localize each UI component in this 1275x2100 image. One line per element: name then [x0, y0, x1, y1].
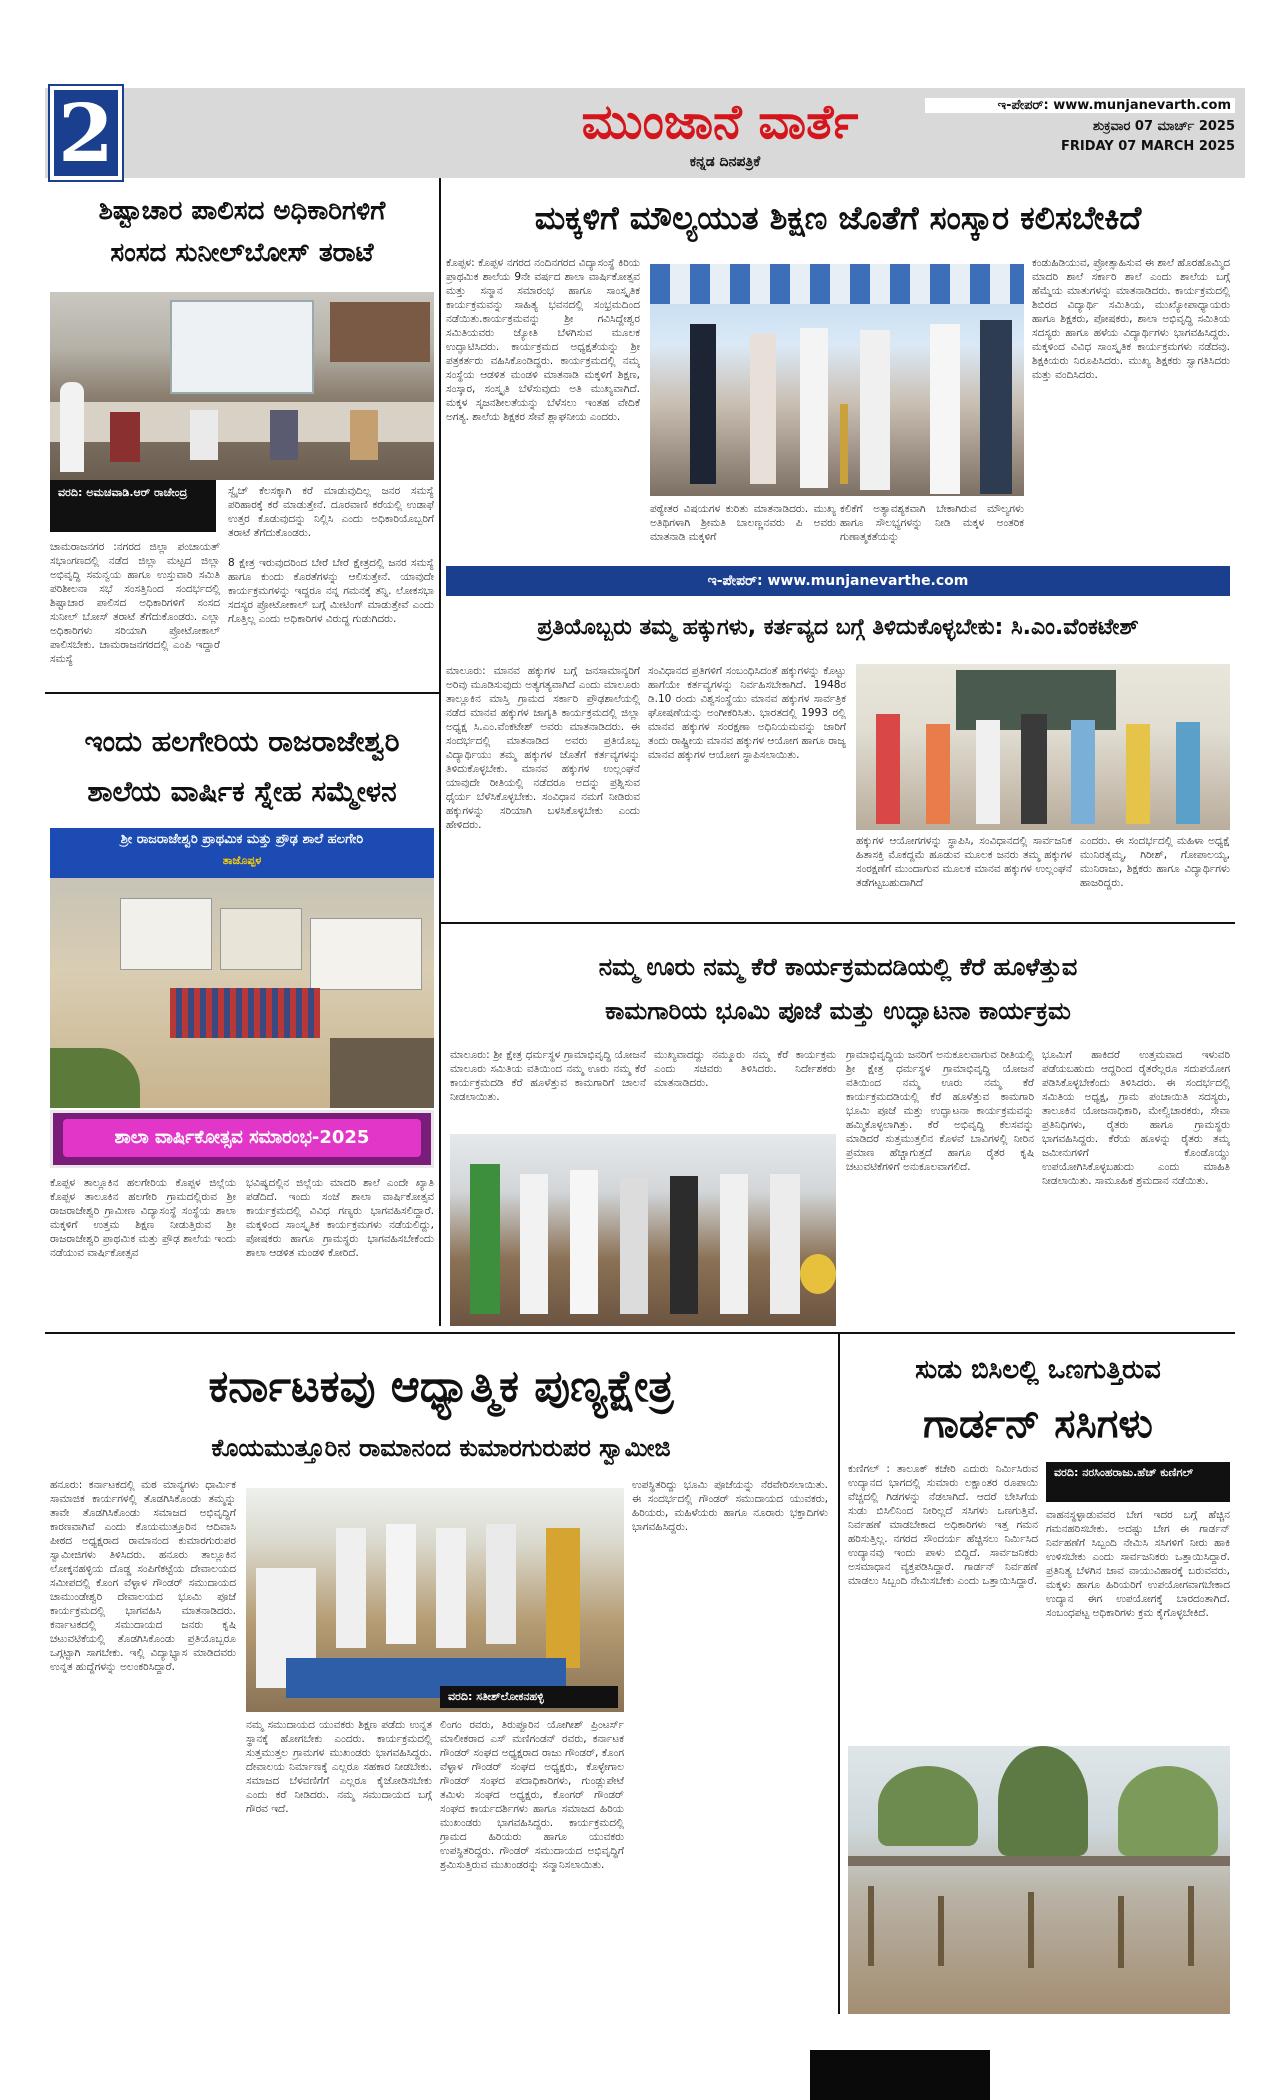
sunil-col-left: ಚಾಮರಾಜನಗರ :ನಗರದ ಜಿಲ್ಲಾ ಪಂಚಾಯತ್ ಸಭಾಂಗಣದಲ್ಲಿ ನಡೆದ ಜಿಲ್ಲಾ ಮಟ್ಟದ ಜಿಲ್ಲಾ ಅಭಿವೃದ್ಧಿ ಸಮನ್ವಯ ಹಾಗೂ ಉಸ್ತುವಾರಿ ಸಮಿತಿ ಪರಿಶೀಲನಾ ಸಭೆ ಸಂಸತ್ತಿನಿಂದ ಸಂದರ್ಭದಲ್ಲಿ ಶಿಷ್ಟಾಚಾರ ಪಾಲಿಸದ ಅಧಿಕಾರಿಗಳಿಗೆ ಸಂಸದ ಸುನೀಲ್ ಬೋಸ್ ತರಾಟೆ ತೆಗೆದುಕೊಂಡರು. ಎಲ್ಲಾ ಅಧಿಕಾರಿಗಳು ಸರಿಯಾಗಿ ಪ್ರೋಟೋಕಾಲ್ ಪಾಲಿಸಬೇಕು. ಚಾಮರಾಜನಗರದಲ್ಲಿ ಎಂಪಿ ಇದ್ದಾರೆ ಸಮಸ್ಯೆ [50, 541, 220, 665]
lake-col4: ಭೂಮಿಗೆ ಹಾಕಿದರೆ ಉತ್ತಮವಾದ ಇಳುವರಿ ಪಡೆಯಬಹುದು ಆದ್ದರಿಂದ ರೈತರೆಲ್ಲರೂ ಸದುಪಯೋಗ ಪಡಿಸಿಕೊಳ್ಳಬೇಕೆಂದು ತಿಳಿಸಿದರು. ಈ ಸಂದರ್ಭದಲ್ಲಿ ಸಮಿತಿಯ ಅಧ್ಯಕ್ಷ, ಗ್ರಾಮ ಪಂಚಾಯಿತಿ ಸದಸ್ಯರು, ತಾಲೂಕಿನ ಯೋಜನಾಧಿಕಾರಿ, ಮೇಲ್ವಿಚಾರಕರು, ಸೇವಾ ಪ್ರತಿನಿಧಿಗಳು, ರೈತರು ಹಾಗೂ ಗ್ರಾಮಸ್ಥರು ಭಾಗವಹಿಸಿದ್ದರು. ಕೆರೆಯ ಹೂಳನ್ನು ರೈತರು ತಮ್ಮ ಜಮೀನುಗಳಿಗೆ ಕೊಂಡೊಯ್ದು ಉಪಯೋಗಿಸಿಕೊಳ್ಳಬಹುದು ಎಂದು ಮಾಹಿತಿ ನೀಡಲಾಯಿತು. ಸಾಮೂಹಿಕ ಶ್ರಮದಾನ ನಡೆಯಿತು. [1042, 1049, 1230, 1187]
spiritual-headline: ಕರ್ನಾಟಕವು ಆಧ್ಯಾತ್ಮಿಕ ಪುಣ್ಯಕ್ಷೇತ್ರ [208, 1361, 674, 1412]
garden-col1: ಕುಣಿಗಲ್ : ತಾಲೂಕ್ ಕಚೇರಿ ಎದುರು ನಿರ್ಮಿಸಿರುವ ಉದ್ಯಾನದ ಭಾಗದಲ್ಲಿ ಸುಮಾರು ಲಕ್ಷಾಂತರ ರೂಪಾಯಿ ವೆಚ್ಚದಲ್ಲಿ ಗಿಡಗಳನ್ನು ನೆಡಲಾಗಿದೆ. ಆದರೆ ಬೇಸಿಗೆಯ ಸುಡು ಬಿಸಿಲಿನಿಂದ ನೀರಿಲ್ಲದೆ ಸಸಿಗಳು ಒಣಗುತ್ತಿವೆ. ನಿರ್ವಹಣೆ ಮಾಡಬೇಕಾದ ಅಧಿಕಾರಿಗಳು ಇತ್ತ ಗಮನ ಹರಿಸುತ್ತಿಲ್ಲ. ನಗರದ ಸೌಂದರ್ಯ ಹೆಚ್ಚಿಸಲು ನಿರ್ಮಿಸಿದ ಉದ್ಯಾನವು ಇಂದು ಪಾಳು ಬಿದ್ದಿದೆ. ಸಾರ್ವಜನಿಕರು ಅಸಮಾಧಾನ ವ್ಯಕ್ತಪಡಿಸಿದ್ದಾರೆ. ಗಾರ್ಡನ್ ನಿರ್ವಹಣೆ ಮಾಡಲು ಸಿಬ್ಬಂದಿ ನೇಮಿಸಬೇಕು ಎಂದು ಒತ್ತಾಯಿಸಿದ್ದಾರೆ. [848, 1463, 1038, 1587]
sunil-col-right: 8 ಕ್ಷೇತ್ರ ಇರುವುದರಿಂದ ಬೇರೆ ಬೇರೆ ಕ್ಷೇತ್ರದಲ್ಲಿ ಜನರ ಸಮಸ್ಯೆ ಹಾಗೂ ಕುಂದು ಕೊರತೆಗಳನ್ನು ಆಲಿಸುತ್ತೇನೆ. ಯಾವುದೇ ಕಾರ್ಯಕ್ರಮಗಳನ್ನು ಇದ್ದರೂ ನನ್ನ ಗಮನಕ್ಕೆ ತನ್ನಿ. ಲೋಕಸಭಾ ಸದಸ್ಯರ ಪ್ರೋಟೋಕಾಲ್ ಬಗ್ಗೆ ಮೀಟಿಂಗ್ ಮಾಡುತ್ತೇವೆ ಎಂದು ಗೊತ್ತಿಲ್ಲ ಎಂದು ಅಧಿಕಾರಿಗಳ ವಿರುದ್ಧ ಗುಡುಗಿದರು. [228, 557, 434, 625]
sunil-headline-2: ಸಂಸದ ಸುನೀಲ್‌ಬೋಸ್ ತರಾಟೆ [110, 238, 374, 268]
garden-byline: ವರದಿ: ನರಸಿಂಹರಾಜು.ಹೆಚ್ ಕುಣಿಗಲ್ [1046, 1462, 1230, 1502]
spiritual-col1: ಹನೂರು: ಕರ್ನಾಟಕದಲ್ಲಿ ಮಠ ಮಾನ್ಯಗಳು ಧಾರ್ಮಿಕ ಸಾಮಾಜಿಕ ಕಾರ್ಯಗಳಲ್ಲಿ ತೊಡಗಿಸಿಕೊಂಡು ತಮ್ಮನ್ನು ತಾವೇ ತೊಡಗಿಸಿಕೊಂಡು ಸಮಾಜದ ಅಭಿವೃದ್ಧಿಗೆ ಕಾರಣವಾಗಿವೆ ಎಂದು ಕೊಯಮುತ್ತೂರಿನ ಆದಿವಾಸಿ ಪೀಠದ ಅಧ್ಯಕ್ಷರಾದ ರಾಮಾನಂದ ಕುಮಾರಗುರುಪರ ಸ್ವಾಮೀಜಿಗಳು ತಿಳಿಸಿದರು. ಹನೂರು ತಾಲ್ಲೂಕಿನ ಲೋಕ್ಕನಹಳ್ಳಿಯ ದೊಡ್ಡ ಸಂಪಿಗೆಕಟ್ಟೆಯ ದೇವಾಲಯದ ಸಮೀಪದಲ್ಲಿ ಕೊಂಗ ವೆಳ್ಳಾಳ ಗೌಂಡರ್ ಸಮುದಾಯದ ಚಾಮುಂಡೇಶ್ವರಿ ದೇವಾಲಯದ ಭೂಮಿ ಪೂಜೆ ಕಾರ್ಯಕ್ರಮದಲ್ಲಿ ಭಾಗವಹಿಸಿ ಮಾತನಾಡಿದರು. ಕರ್ನಾಟಕದಲ್ಲಿ ಸಮುದಾಯದ ಜನರು ಕೃಷಿ ಚಟುವಟಿಕೆಯಲ್ಲಿ ತೊಡಗಿಸಿಕೊಂಡು ಪ್ರತಿಯೊಬ್ಬರೂ ಒಗ್ಗಟ್ಟಾಗಿ ಸಾಗಬೇಕು. ಇಲ್ಲಿ ವಿದ್ಯಾಭ್ಯಾಸ ಮಾಡಿದವರು ಉನ್ನತ ಹುದ್ದೆಗಳನ್ನು ಅಲಂಕರಿಸಿದ್ದಾರೆ. [50, 1479, 236, 1673]
page-number-box [50, 86, 122, 180]
education-col1-bottom: ಪಠ್ಯೇತರ ವಿಷಯಗಳ ಕುರಿತು ಮಾತನಾಡಿದರು. ಮುಖ್ಯ ಅತಿಥಿಗಳಾಗಿ ಶ್ರೀಮತಿ ಬಾಲಣ್ಣನವರು ಪಿ ಅವರು ಮಾತನಾಡಿ ಮಕ್ಕಳಿಗೆ [650, 503, 836, 543]
sunil-col-right-top: ಸ್ವೈಚ್ ಕೆಲಸಕ್ಕಾಗಿ ಕರೆ ಮಾಡುವುದಿಲ್ಲ ಜನರ ಸಮಸ್ಯೆ ಪರಿಹಾರಕ್ಕೆ ಕರೆ ಮಾಡುತ್ತೇನೆ. ದೂರವಾಣಿ ಕರೆಯಲ್ಲಿ ಉಡಾಫೆ ಉತ್ತರ ಕೊಡುವುದನ್ನು ನಿಲ್ಲಿಸಿ ಎಂದು ಅಧಿಕಾರಿಯೊಬ್ಬರಿಗೆ ತರಾಟೆ ತೆಗೆದುಕೊಂಡರು. [228, 485, 434, 539]
masthead-epaper: ಇ-ಪೇಪರ್: www.munjanevarth.com [925, 98, 1235, 113]
rights-col1: ಮಾಲೂರು: ಮಾನವ ಹಕ್ಕುಗಳ ಬಗ್ಗೆ ಜನಸಾಮಾನ್ಯರಿಗೆ ಅರಿವು ಮೂಡಿಸುವುದು ಅತ್ಯಗತ್ಯವಾಗಿದೆ ಎಂದು ಮಾಲೂರು ತಾಲ್ಲೂಕಿನ ಮಾಸ್ತಿ ಗ್ರಾಮದ ಸರ್ಕಾರಿ ಪ್ರೌಢಶಾಲೆಯಲ್ಲಿ ನಡೆದ ಮಾನವ ಹಕ್ಕುಗಳ ಜಾಗೃತಿ ಕಾರ್ಯಕ್ರಮದಲ್ಲಿ ಜಿಲ್ಲಾ ಅಧ್ಯಕ್ಷ ಸಿ.ಎಂ.ವೆಂಕಟೇಶ್ ಅವರು ಮಾತನಾಡಿದರು. ಈ ಸಂದರ್ಭದಲ್ಲಿ ಮಾತನಾಡಿದ ಅವರು ಪ್ರತಿಯೊಬ್ಬ ವಿದ್ಯಾರ್ಥಿಯು ತಮ್ಮ ಹಕ್ಕುಗಳ ಜೊತೆಗೆ ಕರ್ತವ್ಯಗಳನ್ನು ತಿಳಿದುಕೊಳ್ಳಬೇಕು. ಮಾನವ ಹಕ್ಕುಗಳ ಉಲ್ಲಂಘನೆ ಯಾವುದೇ ರೀತಿಯಲ್ಲಿ ನಡೆದರೂ ಅದನ್ನು ಪ್ರಶ್ನಿಸುವ ಧೈರ್ಯ ಬೆಳೆಸಿಕೊಳ್ಳಬೇಕು. ಸಂವಿಧಾನ ನಮಗೆ ನೀಡಿರುವ ಹಕ್ಕುಗಳನ್ನು ಸರಿಯಾಗಿ ಬಳಸಿಕೊಳ್ಳಬೇಕು ಎಂದು ಹೇಳಿದರು. [446, 665, 640, 831]
annual-day-ribbon [50, 1110, 434, 1168]
rights-col4: ಎಂದರು. ಈ ಸಂದರ್ಭದಲ್ಲಿ ಮಹಿಳಾ ಅಧ್ಯಕ್ಷೆ ಮುನಿರತ್ನಮ್ಮ, ಗಿರೀಶ್, ಗೋಪಾಲಯ್ಯ, ಮುನಿರಾಜು, ಶಿಕ್ಷಕರು ಹಾಗೂ ವಿದ್ಯಾರ್ಥಿಗಳು ಹಾಜರಿದ್ದರು. [1080, 835, 1230, 889]
rights-col2: ಸಂವಿಧಾನದ ಪ್ರತಿಗಳಿಗೆ ಸಂಬಂಧಿಸಿದಂತೆ ಹಕ್ಕುಗಳನ್ನು ಕೊಟ್ಟು ಹಾಗೆಯೇ ಕರ್ತವ್ಯಗಳನ್ನು ನಿರ್ವಹಿಸಬೇಕಾಗಿದೆ. 1948ರ ಡಿ.10 ರಂದು ವಿಶ್ವಸಂಸ್ಥೆಯು ಮಾನವ ಹಕ್ಕುಗಳ ಸಾರ್ವತ್ರಿಕ ಘೋಷಣೆಯನ್ನು ಅಂಗೀಕರಿಸಿತು. ಭಾರತದಲ್ಲಿ 1993 ರಲ್ಲಿ ಮಾನವ ಹಕ್ಕುಗಳ ಸಂರಕ್ಷಣಾ ಅಧಿನಿಯಮವನ್ನು ಜಾರಿಗೆ ತಂದು ರಾಷ್ಟ್ರೀಯ ಮಾನವ ಹಕ್ಕುಗಳ ಆಯೋಗ ಹಾಗೂ ರಾಜ್ಯ ಮಾನವ ಹಕ್ಕುಗಳ ಆಯೋಗ ಸ್ಥಾಪಿಸಲಾಯಿತು. [648, 665, 846, 761]
lake-headline-2: ಕಾಮಗಾರಿಯ ಭೂಮಿ ಪೂಜೆ ಮತ್ತು ಉದ್ಘಾಟನಾ ಕಾರ್ಯಕ್ರಮ [605, 997, 1071, 1025]
lake-col1: ಮಾಲೂರು: ಶ್ರೀ ಕ್ಷೇತ್ರ ಧರ್ಮಸ್ಥಳ ಗ್ರಾಮಾಭಿವೃದ್ಧಿ ಯೋಜನೆ ಮಾಲೂರು ಸಮಿತಿಯ ವತಿಯಿಂದ ನಮ್ಮ ಊರು ನಮ್ಮ ಕೆರೆ ಕಾರ್ಯಕ್ರಮದಡಿ ಕೆರೆ ಹೂಳೆತ್ತುವ ಕಾಮಗಾರಿಗೆ ಚಾಲನೆ ನೀಡಲಾಯಿತು. [450, 1049, 646, 1103]
lake-headline-1: ನಮ್ಮ ಊರು ನಮ್ಮ ಕೆರೆ ಕಾರ್ಯಕ್ರಮದಡಿಯಲ್ಲಿ ಕೆರೆ ಹೂಳೆತ್ತುವ [598, 953, 1078, 981]
epaper-bar-text: ಇ-ಪೇಪರ್: www.munjanevarthe.com [707, 573, 969, 589]
rights-headline: ಪ್ರತಿಯೊಬ್ಬರು ತಮ್ಮ ಹಕ್ಕುಗಳು, ಕರ್ತವ್ಯದ ಬಗ್ಗೆ ತಿಳಿದುಕೊಳ್ಳಬೇಕು: ಸಿ.ಎಂ.ವೆಂಕಟೇಶ್ [537, 615, 1139, 640]
divider [838, 1334, 840, 2014]
epaper-bar [446, 566, 1230, 596]
spiritual-col4: ಉಪಸ್ಥಿತರಿದ್ದು ಭೂಮಿ ಪೂಜೆಯನ್ನು ನೆರವೇರಿಸಲಾಯಿತು. ಈ ಸಂದರ್ಭದಲ್ಲಿ ಗೌಂಡರ್ ಸಮುದಾಯದ ಯುವಕರು, ಹಿರಿಯರು, ಮಹಿಳೆಯರು ಹಾಗೂ ನೂರಾರು ಭಕ್ತಾದಿಗಳು ಭಾಗವಹಿಸಿದ್ದರು. [632, 1479, 828, 1533]
garden-col2: ವಾಹನಸ್ಥಳ್ಳಾಡುವವರ ಬೇಗ ಇದರ ಬಗ್ಗೆ ಹೆಚ್ಚಿನ ಗಮನಹರಿಸಬೇಕು. ಅದಷ್ಟು ಬೇಗ ಈ ಗಾರ್ಡನ್ ನಿರ್ವಹಣೆಗೆ ಸಿಬ್ಬಂದಿ ನೇಮಿಸಿ ಸಸಿಗಳಿಗೆ ನೀರು ಹಾಕಿ ಉಳಿಸಬೇಕು ಎಂದು ಸಾರ್ವಜನಿಕರು ಒತ್ತಾಯಿಸಿದ್ದಾರೆ. ಪ್ರತಿನಿತ್ಯ ಬೆಳಗಿನ ಜಾವ ವಾಯುವಿಹಾರಕ್ಕೆ ಬರುವವರು, ಮಕ್ಕಳು ಹಾಗೂ ಹಿರಿಯರಿಗೆ ಉಪಯೋಗವಾಗಬೇಕಾದ ಉದ್ಯಾನ ಈಗ ಉಪಯೋಗಕ್ಕೆ ಬಾರದಂತಾಗಿದೆ. ಸಂಬಂಧಪಟ್ಟ ಅಧಿಕಾರಿಗಳು ಕ್ರಮ ಕೈಗೊಳ್ಳಬೇಕಿದೆ. [1046, 1509, 1230, 1619]
spiritual-byline: ವರದಿ: ಸತೀಶ್‌ಲೋಕನಹಳ್ಳಿ [440, 1686, 618, 1708]
divider [439, 178, 441, 1326]
spiritual-col2: ನಮ್ಮ ಸಮುದಾಯದ ಯುವಕರು ಶಿಕ್ಷಣ ಪಡೆದು ಉನ್ನತ ಸ್ಥಾನಕ್ಕೆ ಹೋಗಬೇಕು ಎಂದರು. ಕಾರ್ಯಕ್ರಮದಲ್ಲಿ ಸುತ್ತಮುತ್ತಲ ಗ್ರಾಮಗಳ ಮುಖಂಡರು ಭಾಗವಹಿಸಿದ್ದರು. ದೇವಾಲಯ ನಿರ್ಮಾಣಕ್ಕೆ ಎಲ್ಲರೂ ಸಹಕಾರ ನೀಡಬೇಕು. ಸಮಾಜದ ಬೆಳವಣಿಗೆಗೆ ಎಲ್ಲರೂ ಕೈಜೋಡಿಸಬೇಕು ಎಂದು ಕರೆ ನೀಡಿದರು. ನಮ್ಮ ಸಮುದಾಯದ ಬಗ್ಗೆ ಗೌರವ ಇದೆ. [246, 1719, 432, 1815]
education-col3: ಕಂಡುಹಿಡಿಯುವ, ಪ್ರೋತ್ಸಾಹಿಸುವ ಈ ಶಾಲೆ ಹೊರಹೊಮ್ಮಿದ ಮಾದರಿ ಶಾಲೆ ಸರ್ಕಾರಿ ಶಾಲೆ ಎಂದು ಶಾಲೆಯ ಬಗ್ಗೆ ಹೆಮ್ಮೆಯ ಮಾತುಗಳನ್ನು ಮಾತನಾಡಿದರು. ಕಾರ್ಯಕ್ರಮದಲ್ಲಿ ಶಿಬಿರದ ವಿದ್ಯಾರ್ಥಿ ಸಮಿತಿಯ, ಮುಖ್ಯೋಪಾಧ್ಯಾಯರು ಹಾಗೂ ಶಿಕ್ಷಕರು, ಪೋಷಕರು, ಶಾಲಾ ಅಭಿವೃದ್ಧಿ ಸಮಿತಿಯ ಸದಸ್ಯರು ಹಾಗೂ ಹಳೆಯ ವಿದ್ಯಾರ್ಥಿಗಳು ಭಾಗವಹಿಸಿದ್ದರು. ಮಕ್ಕಳಿಂದ ವಿವಿಧ ಸಾಂಸ್ಕೃತಿಕ ಕಾರ್ಯಕ್ರಮಗಳು ನಡೆದವು. ಶಿಕ್ಷಕಿಯರು ನಿರೂಪಿಸಿದರು. ಮುಖ್ಯ ಶಿಕ್ಷಕರು ಸ್ವಾಗತಿಸಿದರು ಮತ್ತು ವಂದಿಸಿದರು. [1032, 257, 1230, 381]
education-headline: ಮಕ್ಕಳಿಗೆ ಮೌಲ್ಯಯುತ ಶಿಕ್ಷಣ ಜೊತೆಗೆ ಸಂಸ್ಕಾರ ಕಲಿಸಬೇಕಿದೆ [534, 199, 1142, 237]
masthead-date-en: FRIDAY 07 MARCH 2025 [1060, 139, 1235, 154]
lake-puja-photo [450, 1134, 836, 1326]
rajarajeshwari-col2: ಭವಿಷ್ಯದಲ್ಲಿನ ಜಿಲ್ಲೆಯ ಮಾದರಿ ಶಾಲೆ ಎಂದೇ ಖ್ಯಾತಿ ಪಡೆದಿದೆ. ಇಂದು ಸಂಜೆ ಶಾಲಾ ವಾರ್ಷಿಕೋತ್ಸವ ಕಾರ್ಯಕ್ರಮದಲ್ಲಿ ವಿವಿಧ ಗಣ್ಯರು ಭಾಗವಹಿಸಲಿದ್ದಾರೆ. ಮಕ್ಕಳಿಂದ ಸಾಂಸ್ಕೃತಿಕ ಕಾರ್ಯಕ್ರಮಗಳು ನಡೆಯಲಿದ್ದು, ಪೋಷಕರು ಹಾಗೂ ಗ್ರಾಮಸ್ಥರು ಭಾಗವಹಿಸಬೇಕೆಂದು ಶಾಲಾ ಆಡಳಿತ ಮಂಡಳಿ ಕೋರಿದೆ. [246, 1177, 434, 1259]
school-banner-sub: ತಾಜೊಪ್ಪಳ [222, 854, 262, 867]
garden-headline-1: ಸುಡು ಬಿಸಿಲಲ್ಲಿ ಒಣಗುತ್ತಿರುವ [915, 1355, 1161, 1385]
rajarajeshwari-headline-2: ಶಾಲೆಯ ವಾರ್ಷಿಕ ಸ್ನೇಹ ಸಮ್ಮೇಳನ [87, 775, 397, 808]
garden-headline-2: ಗಾರ್ಡನ್ ಸಸಿಗಳು [923, 1401, 1153, 1447]
masthead-date-kn: ಶುಕ್ರವಾರ 07 ಮಾರ್ಚ್ 2025 [1092, 119, 1235, 134]
meeting-photo [50, 292, 434, 480]
school-aerial-photo [50, 878, 434, 1108]
spiritual-subhead: ಕೊಯಮುತ್ತೂರಿನ ರಾಮಾನಂದ ಕುಮಾರಗುರುಪರ ಸ್ವಾಮೀಜಿ [211, 1434, 671, 1462]
masthead-subtitle: ಕನ್ನಡ ದಿನಪತ್ರಿಕೆ [689, 154, 761, 170]
footer-block [810, 2050, 990, 2100]
education-col1: ಕೊಪ್ಪಳ: ಕೊಪ್ಪಳ ನಗರದ ನಂದಿನಗರದ ವಿದ್ಯಾಸಂಸ್ಥೆ ಕಿರಿಯ ಪ್ರಾಥಮಿಕ ಶಾಲೆಯ 9ನೇ ವರ್ಷದ ಶಾಲಾ ವಾರ್ಷಿಕೋತ್ಸವ ಮತ್ತು ಸನ್ಮಾನ ಸಮಾರಂಭ ಹಾಗೂ ಸಾಂಸ್ಕೃತಿಕ ಕಾರ್ಯಕ್ರಮವನ್ನು ಸಾಹಿತ್ಯ ಭವನದಲ್ಲಿ ಸಂಭ್ರಮದಿಂದ ನಡೆಯಿತು.ಕಾರ್ಯಕ್ರಮವನ್ನು ಶ್ರೀ ಗವಿಸಿದ್ದೇಶ್ವರ ಸಮಿತಿಯವರು ಜ್ಯೋತಿ ಬೆಳಗಿಸುವ ಮೂಲಕ ಉದ್ಘಾಟಿಸಿದರು. ಕಾರ್ಯಕ್ರಮದ ಅಧ್ಯಕ್ಷತೆಯನ್ನು ಶ್ರೀ ಪತ್ರಕರ್ತರು ವಹಿಸಿಕೊಂಡಿದ್ದರು. ಕಾರ್ಯಕ್ರಮದಲ್ಲಿ ನಮ್ಮ ಸಂಸ್ಥೆಯ ಆಡಳಿತ ಮಂಡಳಿ ಮಾತನಾಡಿ ಮಕ್ಕಳಿಗೆ ಶಿಕ್ಷಣ, ಸಂಸ್ಕಾರ, ಸಂಸ್ಕೃತಿ ಬೆಳೆಸುವುದು ಅತಿ ಮುಖ್ಯವಾಗಿದೆ. ಮಕ್ಕಳ ಸೃಜನಶೀಲತೆಯನ್ನು ಬೆಳೆಸಲು ಇಂತಹ ವೇದಿಕೆ ಅಗತ್ಯ. ಶಾಲೆಯ ಶಿಕ್ಷಕರ ಸೇವೆ ಶ್ಲಾಘನೀಯ ಎಂದರು. [446, 257, 640, 423]
lake-col3: ಗ್ರಾಮಾಭಿವೃದ್ಧಿಯ ಜನರಿಗೆ ಅನುಕೂಲವಾಗುವ ರೀತಿಯಲ್ಲಿ ಶ್ರೀ ಕ್ಷೇತ್ರ ಧರ್ಮಸ್ಥಳ ಗ್ರಾಮಾಭಿವೃದ್ಧಿ ಯೋಜನೆ ವತಿಯಿಂದ ನಮ್ಮ ಊರು ನಮ್ಮ ಕೆರೆ ಕಾರ್ಯಕ್ರಮದಡಿಯಲ್ಲಿ ಕೆರೆ ಹೂಳೆತ್ತುವ ಕಾಮಗಾರಿ ಭೂಮಿ ಪೂಜೆ ಮತ್ತು ಉದ್ಘಾಟನಾ ಕಾರ್ಯಕ್ರಮವನ್ನು ಹಮ್ಮಿಕೊಳ್ಳಲಾಗಿತ್ತು. ಕೆರೆ ಅಭಿವೃದ್ಧಿ ಕೆಲಸವನ್ನು ಮಾಡಿದರೆ ಸುತ್ತಮುತ್ತಲಿನ ಕೊಳವೆ ಬಾವಿಗಳಲ್ಲಿ ನೀರಿನ ಪ್ರಮಾಣ ಹೆಚ್ಚಾಗುತ್ತದೆ ಹಾಗೂ ರೈತರ ಕೃಷಿ ಚಟುವಟಿಕೆಗಳಿಗೆ ಅನುಕೂಲವಾಗಲಿದೆ. [846, 1049, 1034, 1173]
annual-day-ribbon-text: ಶಾಲಾ ವಾರ್ಷಿಕೋತ್ಸವ ಸಮಾರಂಭ-2025 [63, 1119, 421, 1157]
bhoomi-puja-photo [246, 1488, 624, 1712]
masthead-title: ಮುಂಜಾನೆ ವಾರ್ತೆ [581, 94, 859, 150]
sunil-headline-1: ಶಿಷ್ಟಾಚಾರ ಪಾಲಿಸದ ಅಧಿಕಾರಿಗಳಿಗೆ [98, 196, 386, 226]
divider [45, 1332, 1235, 1334]
education-col2-bottom: ಕಲಿಕೆಗೆ ಅತ್ಯಾವಶ್ಯಕವಾಗಿ ಬೇಕಾಗಿರುವ ಮೌಲ್ಯಗಳು ಹಾಗೂ ಸೌಲಭ್ಯಗಳನ್ನು ನೀಡಿ ಮಕ್ಕಳ ಅಂತರಿಕ ಗುಣಾತ್ಮಕತೆಯನ್ನು [840, 503, 1024, 543]
divider [45, 692, 439, 694]
school-banner [50, 828, 434, 878]
garden-photo [848, 1746, 1230, 2014]
rajarajeshwari-col1: ಕೊಪ್ಪಳ ತಾಲ್ಲೂಕಿನ ಹಲಗೇರಿಯ ಕೊಪ್ಪಳ ಜಿಲ್ಲೆಯ ಕೊಪ್ಪಳ ತಾಲೂಕಿನ ಹಲಗೇರಿ ಗ್ರಾಮದಲ್ಲಿರುವ ಶ್ರೀ ರಾಜರಾಜೇಶ್ವರಿ ಗ್ರಾಮೀಣ ವಿದ್ಯಾಸಂಸ್ಥೆ ಸಂಸ್ಥೆಯ ಶಾಲಾ ಮಕ್ಕಳಿಗೆ ಉತ್ತಮ ಶಿಕ್ಷಣ ನೀಡುತ್ತಿರುವ ಶ್ರೀ ರಾಜರಾಜೇಶ್ವರಿ ಪ್ರಾಥಮಿಕ ಮತ್ತು ಪ್ರೌಢ ಶಾಲೆಯ ಇಂದು ನಡೆಯುವ ವಾರ್ಷಿಕೋತ್ಸವ [50, 1177, 236, 1259]
rights-col3: ಹಕ್ಕುಗಳ ಆಯೋಗಗಳನ್ನು ಸ್ಥಾಪಿಸಿ, ಸಂವಿಧಾನದಲ್ಲಿ ಸಾರ್ವಜನಿಕ ಹಿತಾಸಕ್ತಿ ಮೊಕದ್ದಮೆ ಹೂಡುವ ಮೂಲಕ ಜನರು ತಮ್ಮ ಹಕ್ಕುಗಳ ಸಂರಕ್ಷಣೆಗೆ ಮುಂದಾಗುವ ಮೂಲಕ ಮಾನವ ಹಕ್ಕುಗಳ ಉಲ್ಲಂಘನೆ ತಡೆಗಟ್ಟಬಹುದಾಗಿದೆ [856, 835, 1072, 889]
sunil-byline: ವರದಿ: ಅಮಚವಾಡಿ.ಆರ್ ರಾಚೇಂದ್ರ [50, 480, 216, 532]
page-number: 2 [58, 86, 114, 180]
divider [441, 922, 1235, 924]
lake-col2: ಮುಖ್ಯವಾದದ್ದು ನಮ್ಮೂರು ನಮ್ಮ ಕೆರೆ ಕಾರ್ಯಕ್ರಮ ಎಂದು ಸಚಿವರು ತಿಳಿಸಿದರು. ನಿರ್ದೇಶಕರು ಮಾತನಾಡಿದರು. [654, 1049, 836, 1089]
rights-group-photo [856, 664, 1230, 830]
school-banner-text: ಶ್ರೀ ರಾಜರಾಜೇಶ್ವರಿ ಪ್ರಾಥಮಿಕ ಮತ್ತು ಪ್ರೌಢ ಶಾಲೆ ಹಲಗೇರಿ [120, 832, 364, 847]
rajarajeshwari-headline-1: ಇಂದು ಹಲಗೇರಿಯ ರಾಜರಾಜೇಶ್ವರಿ [84, 725, 400, 758]
lamp-lighting-photo [650, 264, 1024, 496]
spiritual-col3: ಲಿಂಗಂ ರವರು, ತಿರುಪ್ಪೂರಿನ ಯೋಗೀಶ್ ಪ್ರಿಂಟರ್ಸ್ ಮಾಲೀಕರಾದ ಎಸ್ ಮಣಿಗಂಡನ್ ರವರು, ಕರ್ನಾಟಕ ಗೌಂಡರ್ ಸಂಘದ ಅಧ್ಯಕ್ಷರಾದ ರಾಜು ಗೌಂಡರ್, ಕೊಂಗ ವೆಳ್ಳಾಳ ಗೌಂಡರ್ ಸಂಘದ ಅಧ್ಯಕ್ಷರು, ಕೊಳ್ಳೇಗಾಲ ಗೌಂಡರ್ ಸಂಘದ ಪದಾಧಿಕಾರಿಗಳು, ಗುಂಡ್ಲುಪೇಟೆ ತಮಿಳು ಸಂಘದ ಅಧ್ಯಕ್ಷರು, ಕೊಂಗರ್ ಗೌಂಡರ್ ಸಂಘದ ಕಾರ್ಯದರ್ಶಿಗಳು ಹಾಗೂ ಸಮಾಜದ ಹಿರಿಯ ಮುಖಂಡರು ಭಾಗವಹಿಸಿದ್ದರು. ಕಾರ್ಯಕ್ರಮದಲ್ಲಿ ಗ್ರಾಮದ ಹಿರಿಯರು ಹಾಗೂ ಯುವಕರು ಉಪಸ್ಥಿತರಿದ್ದರು. ಗೌಂಡರ್ ಸಮುದಾಯದ ಅಭಿವೃದ್ಧಿಗೆ ಶ್ರಮಿಸುತ್ತಿರುವ ಮುಖಂಡರನ್ನು ಸನ್ಮಾನಿಸಲಾಯಿತು. [440, 1719, 624, 1871]
